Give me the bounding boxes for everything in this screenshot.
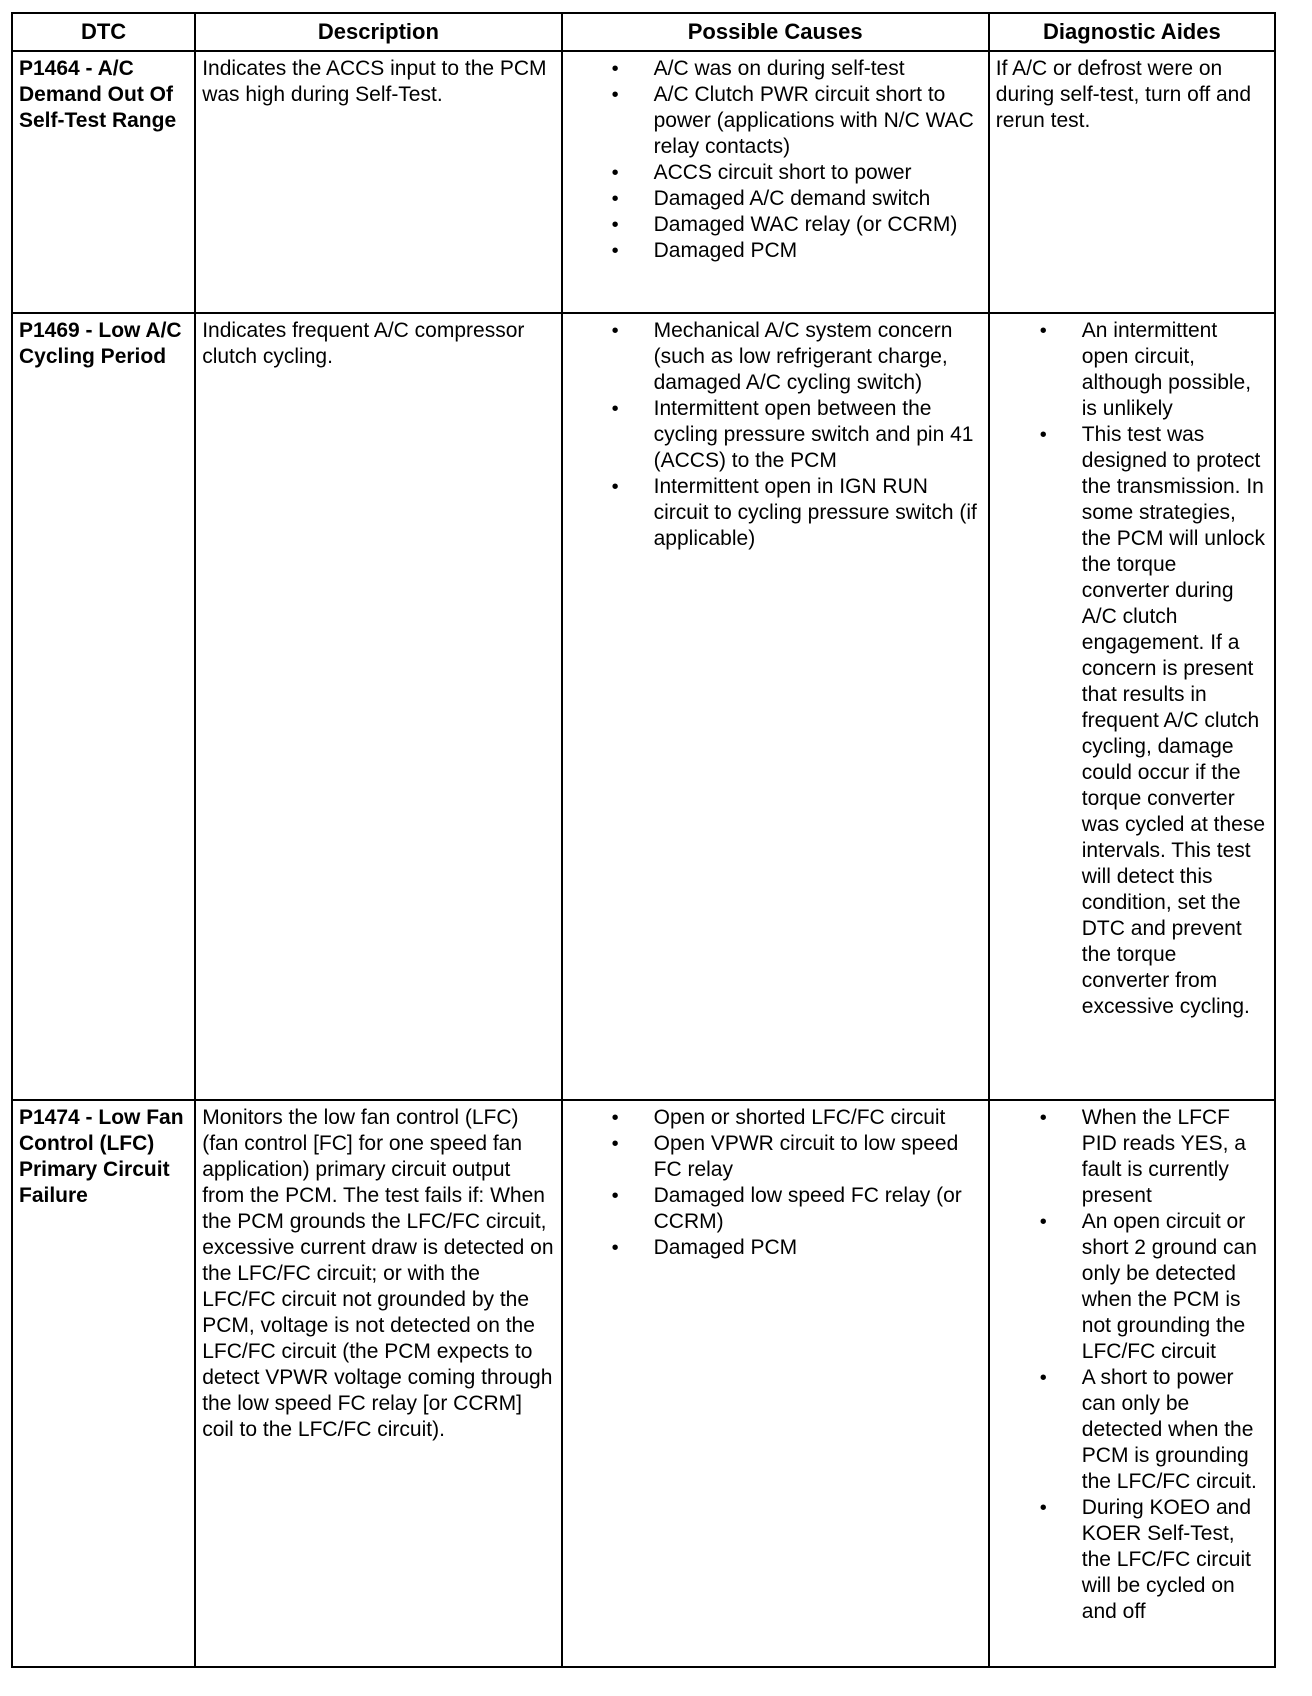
possible-causes-cell: [562, 51, 989, 313]
cause-text: Mechanical A/C system concern (such as low refrigerant charge, damaged A/C cycling switch): [653, 319, 953, 394]
description-cell: Indicates frequent A/C compressor clutch cycling.: [195, 313, 561, 1100]
aides-list: [996, 318, 1268, 1020]
causes-list: [569, 56, 982, 264]
aide-text: An open circuit or short 2 ground can only be detected when the PCM is not grounding the LFC/FC circuit: [1081, 1210, 1257, 1363]
header-description: Description: [195, 13, 561, 51]
cause-text: A/C was on during self-test: [653, 57, 905, 80]
header-diagnostic-aides: Diagnostic Aides: [989, 13, 1275, 51]
list-item: [996, 1495, 1268, 1625]
bullet-icon: •: [1039, 1107, 1047, 1129]
bullet-icon: •: [611, 1107, 619, 1129]
bullet-icon: •: [1039, 1367, 1047, 1389]
list-item: [569, 160, 982, 186]
bullet-icon: •: [611, 58, 619, 80]
table-row: [12, 313, 1275, 1100]
possible-causes-cell: [562, 1100, 989, 1667]
cause-text: Open VPWR circuit to low speed FC relay: [653, 1132, 959, 1181]
cause-text: Damaged PCM: [653, 239, 798, 262]
bullet-icon: •: [611, 1133, 619, 1155]
list-item: [569, 82, 982, 160]
bullet-icon: •: [611, 162, 619, 184]
diagnostic-aides-cell: [989, 313, 1275, 1100]
dtc-code-cell: P1474 - Low Fan Control (LFC) Primary Circuit Failure: [12, 1100, 195, 1667]
list-item: [569, 1183, 982, 1235]
bullet-icon: •: [611, 188, 619, 210]
bullet-icon: •: [611, 476, 619, 498]
bullet-icon: •: [1039, 1211, 1047, 1233]
aide-text: During KOEO and KOER Self-Test, the LFC/FC circuit will be cycled on and off: [1081, 1496, 1252, 1623]
list-item: [569, 396, 982, 474]
table-row: [12, 51, 1275, 313]
aide-text: This test was designed to protect the transmission. In some strategies, the PCM will unlock the torque converter during A/C clutch engagement. If a concern is present that results in frequent A/C clutch cycling, damage could occur if the torque converter was cycled at these intervals. This test will detect this condition, set the DTC and prevent the torque converter from excessive cycling.: [1081, 423, 1266, 1018]
bullet-icon: •: [1039, 424, 1047, 446]
causes-list: [569, 1105, 982, 1261]
bullet-icon: •: [611, 1185, 619, 1207]
list-item: [569, 1131, 982, 1183]
list-item: [996, 1365, 1268, 1495]
bullet-icon: •: [611, 1237, 619, 1259]
dtc-code-cell: P1464 - A/C Demand Out Of Self-Test Range: [12, 51, 195, 313]
aide-text: A short to power can only be detected when the PCM is grounding the LFC/FC circuit.: [1081, 1366, 1257, 1493]
bullet-icon: •: [611, 214, 619, 236]
cause-text: Damaged A/C demand switch: [653, 187, 931, 210]
list-item: [996, 1209, 1268, 1365]
cause-text: Damaged low speed FC relay (or CCRM): [653, 1184, 962, 1233]
diagnostic-aides-cell: If A/C or defrost were on during self-test, turn off and rerun test.: [989, 51, 1275, 313]
list-item: [996, 1105, 1268, 1209]
cause-text: ACCS circuit short to power: [653, 161, 912, 184]
list-item: [996, 422, 1268, 1020]
dtc-table: [11, 12, 1276, 1668]
bullet-icon: •: [611, 320, 619, 342]
aides-list: [996, 1105, 1268, 1625]
cause-text: Open or shorted LFC/FC circuit: [653, 1106, 946, 1129]
description-cell: Monitors the low fan control (LFC) (fan control [FC] for one speed fan application) primary circuit output from the PCM. The test fails if: When the PCM grounds the LFC/FC circuit, excessive current draw is detected on the LFC/FC circuit; or with the LFC/FC circuit not grounded by the PCM, voltage is not detected on the LFC/FC circuit (the PCM expects to detect VPWR voltage coming through the low speed FC relay [or CCRM] coil to the LFC/FC circuit).: [195, 1100, 561, 1667]
list-item: [569, 1105, 982, 1131]
description-cell: Indicates the ACCS input to the PCM was high during Self-Test.: [195, 51, 561, 313]
bullet-icon: •: [1039, 320, 1047, 342]
header-row: [12, 13, 1275, 51]
bullet-icon: •: [611, 84, 619, 106]
list-item: [996, 318, 1268, 422]
possible-causes-cell: [562, 313, 989, 1100]
diagnostic-aides-cell: [989, 1100, 1275, 1667]
list-item: [569, 56, 982, 82]
list-item: [569, 318, 982, 396]
table-row: [12, 1100, 1275, 1667]
aide-text: When the LFCF PID reads YES, a fault is currently present: [1081, 1106, 1246, 1207]
list-item: [569, 186, 982, 212]
cause-text: Damaged PCM: [653, 1236, 798, 1259]
aide-text: An intermittent open circuit, although possible, is unlikely: [1081, 319, 1252, 420]
header-dtc: DTC: [12, 13, 195, 51]
cause-text: Intermittent open between the cycling pressure switch and pin 41 (ACCS) to the PCM: [653, 397, 974, 472]
bullet-icon: •: [1039, 1497, 1047, 1519]
list-item: [569, 212, 982, 238]
list-item: [569, 1235, 982, 1261]
header-possible-causes: Possible Causes: [562, 13, 989, 51]
cause-text: Intermittent open in IGN RUN circuit to cycling pressure switch (if applicable): [653, 475, 977, 550]
bullet-icon: •: [611, 398, 619, 420]
list-item: [569, 474, 982, 552]
cause-text: A/C Clutch PWR circuit short to power (applications with N/C WAC relay contacts): [653, 83, 974, 158]
causes-list: [569, 318, 982, 552]
cause-text: Damaged WAC relay (or CCRM): [653, 213, 958, 236]
dtc-code-cell: P1469 - Low A/C Cycling Period: [12, 313, 195, 1100]
bullet-icon: •: [611, 240, 619, 262]
list-item: [569, 238, 982, 264]
